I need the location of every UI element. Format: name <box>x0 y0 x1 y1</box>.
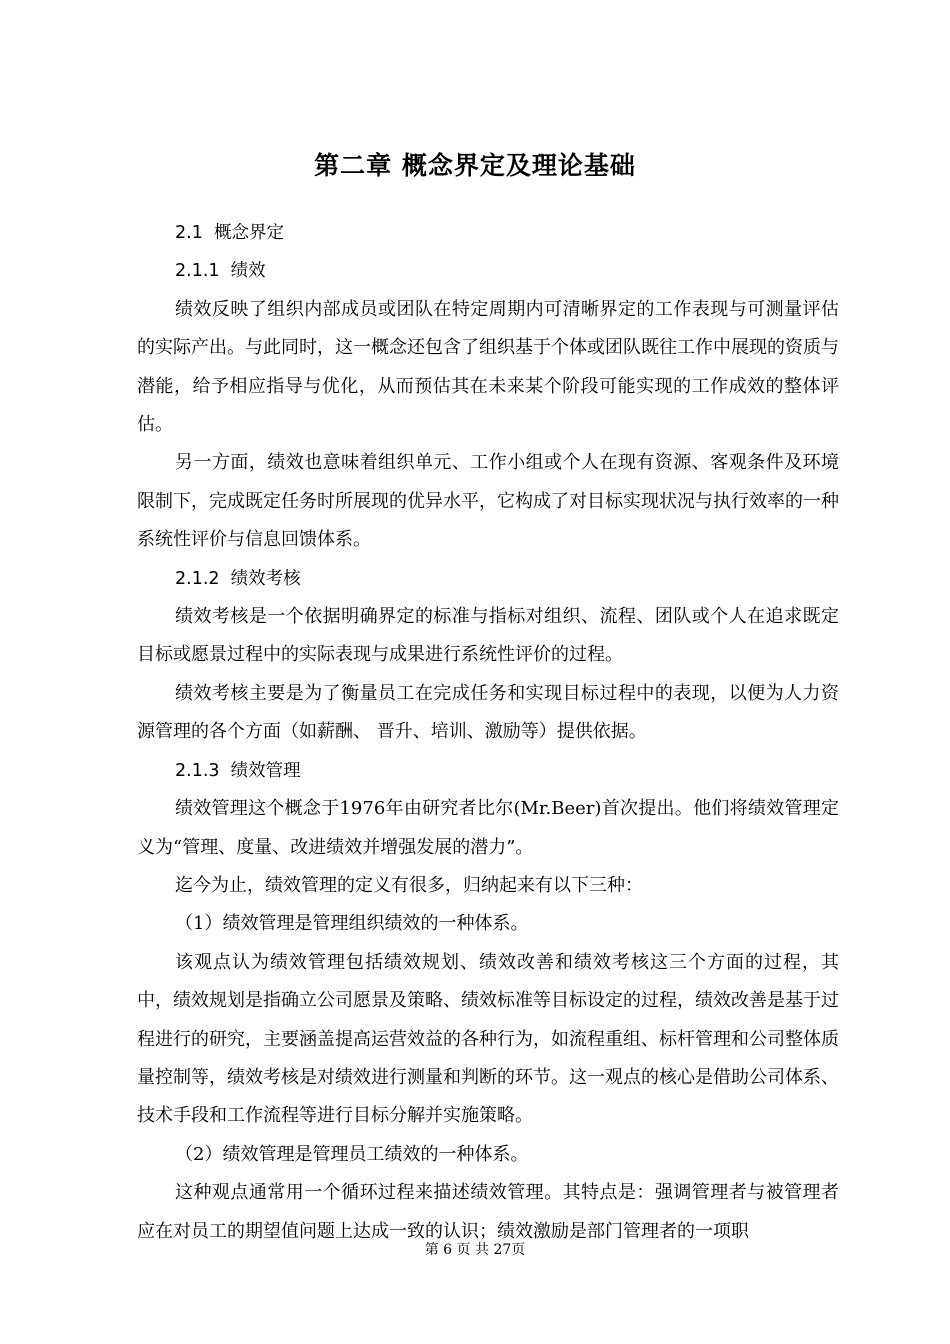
paragraph: 绩效管理这个概念于1976年由研究者比尔(Mr.Beer)首次提出。他们将绩效管理定义为“管理、度量、改进绩效并增强发展的潜力”。 <box>137 798 839 858</box>
paragraph: 这种观点通常用一个循环过程来描述绩效管理。其特点是：强调管理者与被管理者应在对员工的期望值问题上达成一致的认识；绩效激励是部门管理者的一项职 <box>137 1182 839 1242</box>
page-footer: 第 6 页 共 27页 <box>424 1242 526 1258</box>
chapter-title: 第二章 概念界定及理论基础 <box>314 151 636 180</box>
section-heading-2-1: 2.1 概念界定 <box>175 223 284 243</box>
paragraph: 绩效考核是一个依据明确界定的标准与指标对组织、流程、团队或个人在追求既定目标或愿景过程中的实际表现与成果进行系统性评价的过程。 <box>137 606 839 666</box>
paragraph: 另一方面，绩效也意味着组织单元、工作小组或个人在现有资源、客观条件及环境限制下，完成既定任务时所展现的优异水平，它构成了对目标实现状况与执行效率的一种系统性评价与信息回馈体系。 <box>137 452 839 551</box>
paragraph: 迄今为止，绩效管理的定义有很多，归纳起来有以下三种： <box>175 874 643 896</box>
paragraph: 绩效考核主要是为了衡量员工在完成任务和实现目标过程中的表现，以便为人力资源管理的各个方面（如薪酬、 晋升、培训、激励等）提供依据。 <box>137 682 839 743</box>
section-heading-2-1-3: 2.1.3 绩效管理 <box>175 760 301 781</box>
paragraph: 绩效反映了组织内部成员或团队在特定周期内可清晰界定的工作表现与可测量评估的实际产出。与此同时，这一概念还包含了组织基于个体或团队既往工作中展现的资质与潜能，给予相应指导与优化，从而预估其在未来某个阶段可能实现的工作成效的整体评估。 <box>137 298 839 436</box>
list-item: （1）绩效管理是管理组织绩效的一种体系。 <box>175 913 529 935</box>
section-heading-2-1-2: 2.1.2 绩效考核 <box>175 568 301 589</box>
body-text <box>137 214 839 1251</box>
list-item: （2）绩效管理是管理员工绩效的一种体系。 <box>175 1143 529 1165</box>
paragraph: 该观点认为绩效管理包括绩效规划、绩效改善和绩效考核这三个方面的过程，其中，绩效规划是指确立公司愿景及策略、绩效标准等目标设定的过程，绩效改善是基于过程进行的研究，主要涵盖提高运营效益的各种行为，如流程重组、标杆管理和公司整体质量控制等，绩效考核是对绩效进行测量和判断的环节。这一观点的核心是借助公司体系、技术手段和工作流程等进行目标分解并实施策略。 <box>137 951 839 1127</box>
section-heading-2-1-1: 2.1.1 绩效 <box>175 261 266 282</box>
